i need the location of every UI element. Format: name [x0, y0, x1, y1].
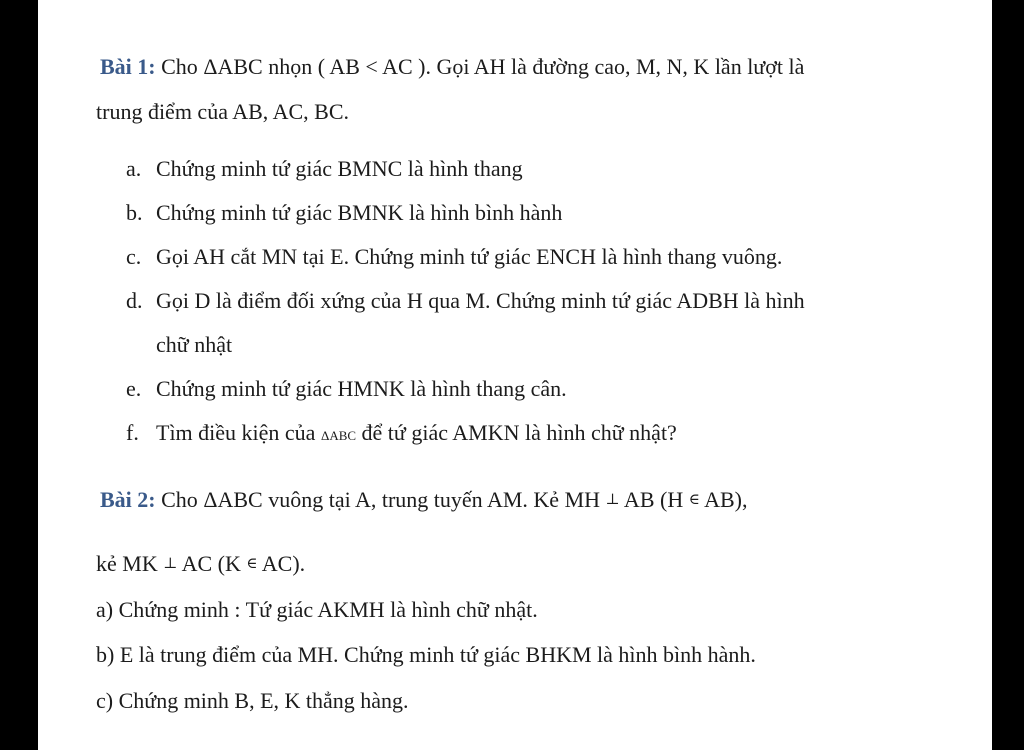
- bai2-line-2: [96, 551, 305, 580]
- element-of-symbol: ∈: [688, 492, 700, 508]
- item-label: f.: [126, 420, 139, 445]
- bai1-item-d-cont: chữ nhật: [156, 332, 233, 357]
- bai1-triangle: ΔABC: [203, 54, 263, 79]
- perpendicular-symbol: ⊥: [605, 492, 620, 508]
- bai2-line-1: [100, 487, 748, 516]
- bai2-line2-c: AC).: [257, 551, 306, 576]
- bai2-line2-a: kẻ MK: [96, 551, 164, 576]
- bai2-item-c: c) Chứng minh B, E, K thẳng hàng.: [96, 688, 409, 713]
- bai1-title: Bài 1:: [100, 54, 156, 79]
- bai1-item-a: [126, 156, 523, 182]
- item-text-b: để tứ giác AMKN là hình chữ nhật?: [356, 420, 677, 445]
- document-page: [38, 0, 992, 750]
- bai1-item-d: [126, 288, 805, 314]
- bai1-item-c: [126, 244, 782, 270]
- bai1-line-2: trung điểm của AB, AC, BC.: [96, 99, 349, 124]
- bai1-item-e: [126, 376, 567, 402]
- item-text: Gọi D là điểm đối xứng của H qua M. Chứng minh tứ giác ADBH là hình: [156, 288, 805, 313]
- bai1-item-f: [126, 420, 677, 449]
- item-label: b.: [126, 200, 143, 225]
- item-text: Chứng minh tứ giác HMNK là hình thang cân.: [156, 376, 567, 401]
- item-text-a: Tìm điều kiện của: [156, 420, 321, 445]
- bai2-line1-a: Cho: [155, 487, 204, 512]
- bai2-line1-c: AB (H: [619, 487, 689, 512]
- bai2-triangle: ΔABC: [203, 487, 263, 512]
- item-text: Chứng minh tứ giác BMNC là hình thang: [156, 156, 523, 181]
- element-of-symbol: ∈: [246, 556, 258, 572]
- bai1-intro-a: Cho: [155, 54, 204, 79]
- bai2-item-a: a) Chứng minh : Tứ giác AKMH là hình chữ nhật.: [96, 597, 538, 622]
- bai2-item-b: b) E là trung điểm của MH. Chứng minh tứ giác BHKM là hình bình hành.: [96, 642, 756, 667]
- triangle-small: ΔABC: [320, 428, 357, 443]
- bai2-title: Bài 2:: [100, 487, 156, 512]
- item-label: c.: [126, 244, 142, 269]
- bai1-intro-b: nhọn ( AB < AC ). Gọi AH là đường cao, M, N, K lần lượt là: [262, 54, 805, 79]
- item-label: e.: [126, 376, 142, 401]
- bai1-line-1: [100, 54, 804, 80]
- item-text: Chứng minh tứ giác BMNK là hình bình hành: [156, 200, 563, 225]
- bai2-line1-b: vuông tại A, trung tuyến AM. Kẻ MH: [262, 487, 606, 512]
- item-label: d.: [126, 288, 143, 313]
- bai1-item-b: [126, 200, 562, 226]
- perpendicular-symbol: ⊥: [163, 556, 178, 572]
- item-text: Gọi AH cắt MN tại E. Chứng minh tứ giác ENCH là hình thang vuông.: [156, 244, 783, 269]
- bai2-line2-b: AC (K: [177, 551, 247, 576]
- bai2-line1-d: AB),: [699, 487, 748, 512]
- item-label: a.: [126, 156, 142, 181]
